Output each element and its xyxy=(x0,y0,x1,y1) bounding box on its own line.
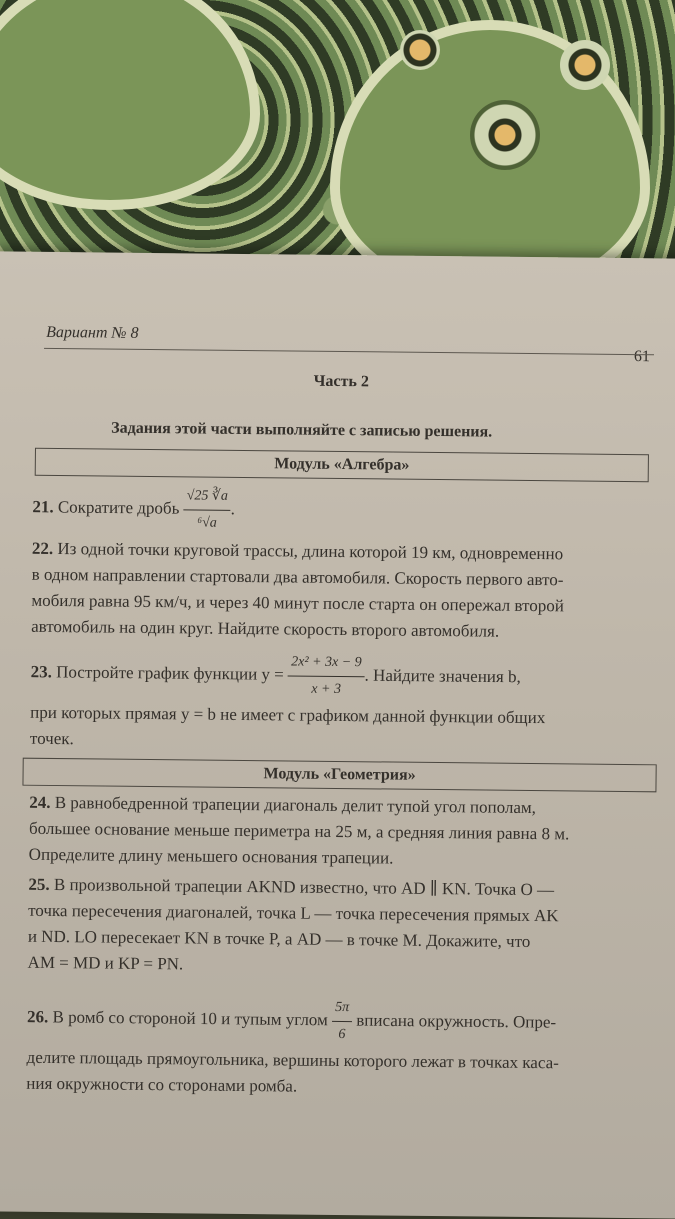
fraction xyxy=(332,995,353,1048)
task-text: В ромб со стороной 10 и тупым углом xyxy=(52,1007,328,1030)
task-line: в одном направлении стартовали два автомобиля. Скорость первого авто- xyxy=(31,564,564,590)
paisley-pattern xyxy=(0,0,260,210)
task-text: Постройте график функции y = xyxy=(56,662,284,684)
task-line: большее основание меньше периметра на 25 м, а средняя линия равна 8 м. xyxy=(28,818,570,844)
task-text: вписана окружность. Опре- xyxy=(356,1010,557,1032)
task-23 xyxy=(30,647,671,759)
fraction-numerator: 5π xyxy=(332,995,352,1022)
task-line: и ND. LO пересекает KN в точке P, а AD — в точке M. Докажите, что xyxy=(27,926,531,952)
variant-label: Вариант № 8 xyxy=(46,323,139,342)
fraction-denominator: 6 xyxy=(338,1027,346,1043)
task-line: ния окружности со сторонами ромба. xyxy=(26,1073,298,1096)
task-line: В произвольной трапеции AKND известно, что AD ∥ KN. Точка O — xyxy=(53,875,555,900)
flower-pattern xyxy=(470,100,540,170)
task-text: . Найдите значения b, xyxy=(364,665,521,687)
task-line: точка пересечения диагоналей, точка L — точка пересечения прямых AK xyxy=(28,900,559,926)
task-26 xyxy=(26,992,667,1104)
task-22 xyxy=(31,536,662,647)
fraction-denominator: ⁶√a xyxy=(197,515,217,531)
fraction-denominator: x + 3 xyxy=(311,681,342,698)
task-line: мобиля равна 95 км/ч, и через 40 минут после старта он опережал второй xyxy=(31,590,564,616)
task-end: . xyxy=(230,499,236,519)
instruction-text: Задания этой части выполняйте с записью решения. xyxy=(111,419,493,441)
task-number: 25. xyxy=(28,874,50,894)
task-line: автомобиль на один круг. Найдите скорость второго автомобиля. xyxy=(31,616,500,641)
task-24 xyxy=(29,790,670,875)
fraction xyxy=(183,483,231,536)
task-number: 23. xyxy=(30,662,52,682)
module-algebra-header: Модуль «Алгебра» xyxy=(35,448,649,482)
task-line: Из одной точки круговой трассы, длина которой 19 км, одновременно xyxy=(57,539,564,564)
task-line: делите площадь прямоугольника, вершины которого лежат в точках каса- xyxy=(26,1047,559,1073)
task-25 xyxy=(27,872,668,983)
flower-pattern xyxy=(560,40,610,90)
page-number: 61 xyxy=(633,348,651,366)
module-geometry-header: Модуль «Геометрия» xyxy=(22,758,656,793)
task-number: 24. xyxy=(29,792,51,812)
task-line: Определите длину меньшего основания трапеции. xyxy=(28,844,394,868)
flower-pattern xyxy=(400,30,440,70)
task-21 xyxy=(32,482,653,541)
task-line: В равнобедренной трапеции диагональ делит тупой угол пополам, xyxy=(54,793,537,818)
task-number: 21. xyxy=(32,497,54,517)
task-line: AM = MD и KP = PN. xyxy=(27,952,184,974)
fraction xyxy=(288,649,365,703)
header-divider xyxy=(44,348,654,355)
task-number: 22. xyxy=(31,538,54,558)
fraction-numerator: √25 ∛a xyxy=(184,483,231,510)
task-text: Сократите дробь xyxy=(57,497,180,518)
textbook-page xyxy=(0,251,675,1218)
task-line: при которых прямая y = b не имеет с графиком данной функции общих xyxy=(30,702,546,728)
task-number: 26. xyxy=(26,1007,49,1027)
part-title: Часть 2 xyxy=(313,372,369,391)
fraction-numerator: 2x² + 3x − 9 xyxy=(288,649,365,677)
task-line: точек. xyxy=(29,728,74,749)
